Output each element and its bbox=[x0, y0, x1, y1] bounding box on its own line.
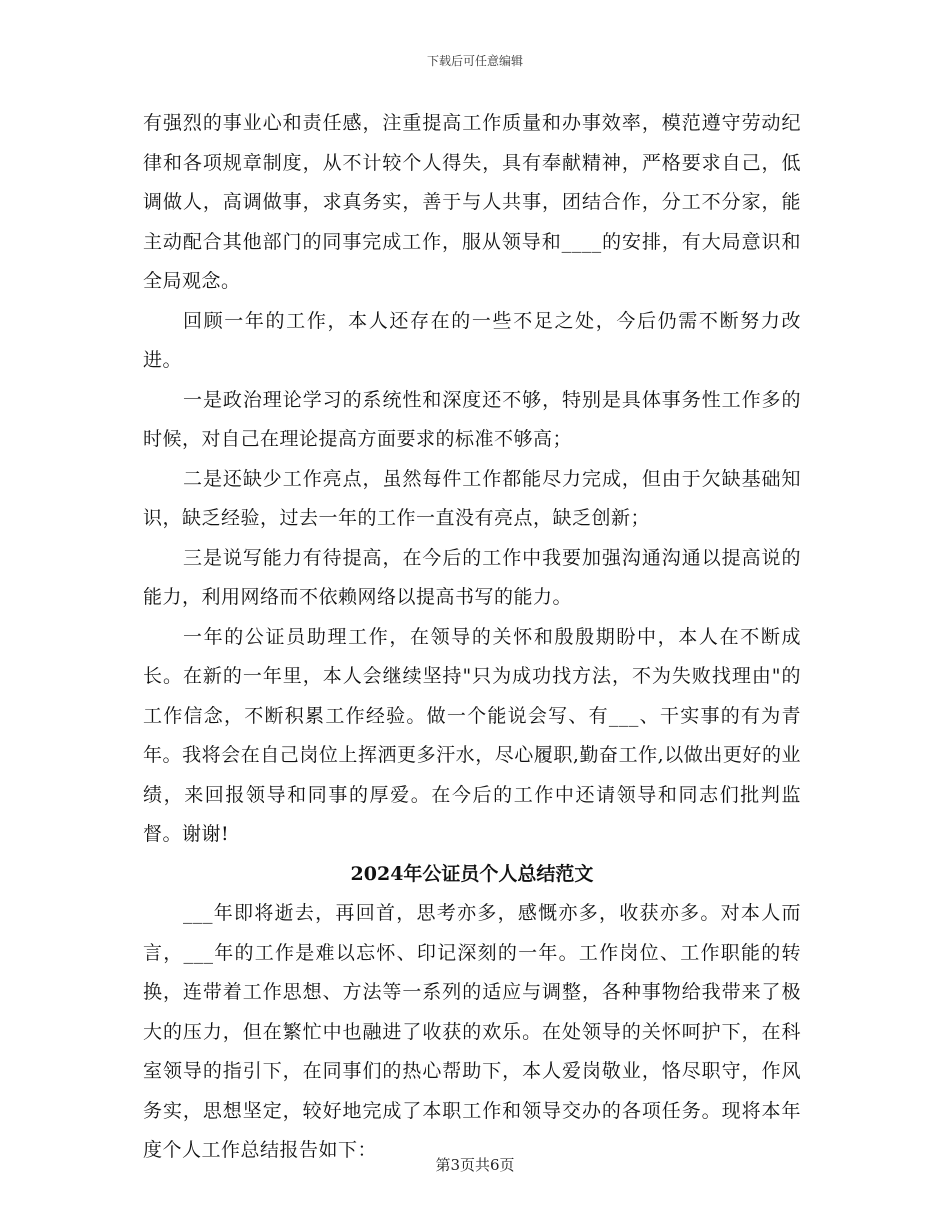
paragraph-summary-intro: ___年即将逝去，再回首，思考亦多，感慨亦多，收获亦多。对本人而言，___年的工作是难以忘怀、印记深刻的一年。工作岗位、工作职能的转换，连带着工作思想、方法等一系列的适应与调整，各种事物给我带来了极大的压力，但在繁忙中也融进了收获的欢乐。在处领导的关怀呵护下，在科室领导的指引下，在同事们的热心帮助下，本人爱岗敬业，恪尽职守，作风务实，思想坚定，较好地完成了本职工作和领导交办的各项任务。现将本年度个人工作总结报告如下： bbox=[143, 902, 801, 1161]
paragraph-shortcoming-2: 二是还缺少工作亮点，虽然每件工作都能尽力完成，但由于欠缺基础知识，缺乏经验，过去一年的工作一直没有亮点，缺乏创新； bbox=[143, 467, 801, 529]
section-title: 2024年公证员个人总结范文 bbox=[350, 862, 594, 885]
paragraph-shortcoming-1: 一是政治理论学习的系统性和深度还不够，特别是具体事务性工作多的时候，对自己在理论提高方面要求的标准不够高； bbox=[143, 388, 801, 450]
paragraph-conclusion: 一年的公证员助理工作，在领导的关怀和殷殷期盼中，本人在不断成长。在新的一年里，本人会继续坚持"只为成功找方法，不为失败找理由"的工作信念，不断积累工作经验。做一个能说会写、有___、干实事的有为青年。我将会在自己岗位上挥洒更多汗水，尽心履职,勤奋工作,以做出更好的业绩，来回报领导和同事的厚爱。在今后的工作中还请领导和同志们批判监督。谢谢! bbox=[143, 625, 801, 845]
page-number: 第3页共6页 bbox=[435, 1156, 515, 1174]
paragraph-continued: 有强烈的事业心和责任感，注重提高工作质量和办事效率，模范遵守劳动纪律和各项规章制度，从不计较个人得失，具有奉献精神，严格要求自己，低调做人，高调做事，求真务实，善于与人共事，团结合作，分工不分家，能主动配合其他部门的同事完成工作，服从领导和____的安排，有大局意识和全局观念。 bbox=[143, 112, 801, 292]
paragraph-shortcoming-3: 三是说写能力有待提高，在今后的工作中我要加强沟通沟通以提高说的能力，利用网络而不依赖网络以提高书写的能力。 bbox=[143, 546, 801, 608]
document-body bbox=[143, 104, 801, 1171]
header-note: 下载后可任意编辑 bbox=[426, 54, 523, 68]
paragraph-shortcomings-intro: 回顾一年的工作，本人还存在的一些不足之处，今后仍需不断努力改进。 bbox=[143, 309, 801, 371]
